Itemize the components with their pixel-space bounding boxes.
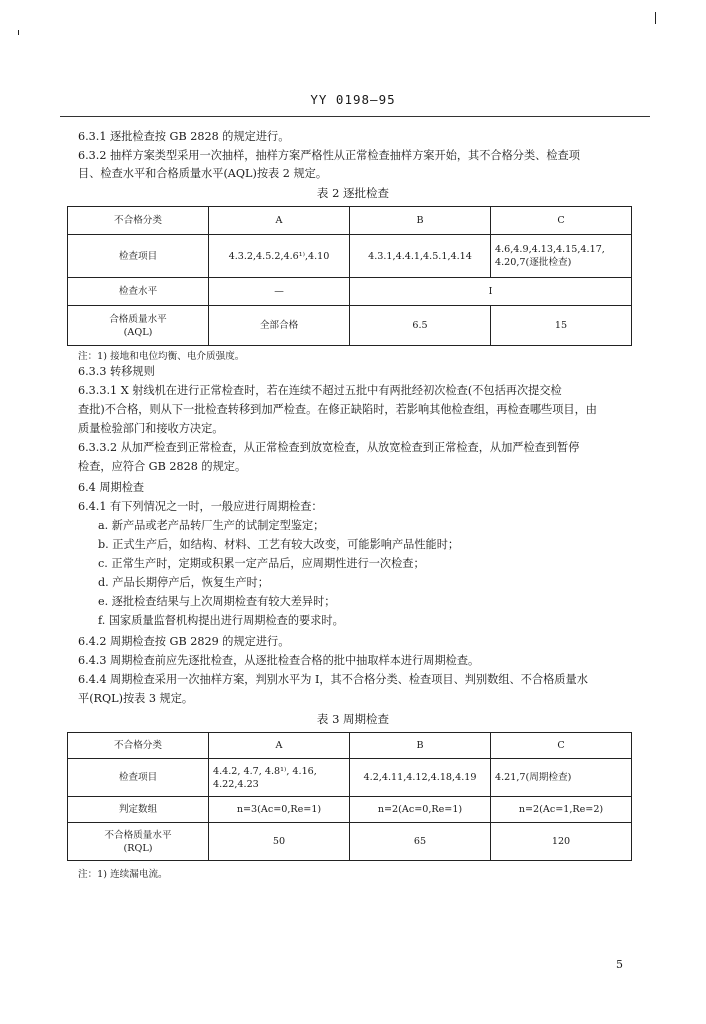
table-cell: A [209, 207, 350, 235]
table-cell: B [350, 733, 491, 759]
table3 [67, 732, 632, 861]
list-item: d. 产品长期停产后，恢复生产时； [98, 576, 269, 589]
table3-header-row [68, 733, 632, 759]
table-cell: 65 [350, 823, 491, 861]
document-header: YY 0198—95 [310, 92, 396, 107]
cell-line: 4.22,4.23 [213, 778, 259, 790]
table-cell: 4.21,7(周期检查) [491, 759, 632, 797]
para-6-3-3: 6.3.3 转移规则 [78, 365, 155, 378]
table-cell: A [209, 733, 350, 759]
para-6-4-1: 6.4.1 有下列情况之一时，一般应进行周期检查： [78, 500, 323, 513]
cell-line: 4.20,7(逐批检查) [495, 257, 572, 268]
table-cell: 全部合格 [209, 306, 350, 346]
table-cell: C [491, 733, 632, 759]
cell-line: 合格质量水平 [109, 313, 167, 325]
table-cell: 15 [491, 306, 632, 346]
table-cell: 检查水平 [68, 278, 209, 306]
table2-level-row [68, 278, 632, 306]
table2-note: 注：1) 接地和电位均衡、电介质强度。 [78, 351, 245, 362]
list-item: f. 国家质量监督机构提出进行周期检查的要求时。 [98, 614, 344, 627]
table-cell: I [350, 278, 632, 306]
para-6-3-2-cont: 目、检查水平和合格质量水平(AQL)按表 2 规定。 [78, 167, 328, 180]
list-item: a. 新产品或老产品转厂生产的试制定型鉴定； [98, 519, 325, 532]
table-cell: 120 [491, 823, 632, 861]
table-cell: 检查项目 [68, 235, 209, 278]
table3-items-row [68, 759, 632, 797]
table-cell: 不合格分类 [68, 733, 209, 759]
table3-note: 注：1) 连续漏电流。 [78, 869, 168, 880]
list-item: e. 逐批检查结果与上次周期检查有较大差异时； [98, 595, 336, 608]
scan-mark [18, 30, 19, 35]
table-cell: B [350, 207, 491, 235]
table-cell: 4.2,4.11,4.12,4.18,4.19 [350, 759, 491, 797]
cell-line: (AQL) [123, 326, 153, 338]
para-6-3-3-1: 6.3.3.1 X 射线机在进行正常检查时，若在连续不超过五批中有两批经初次检查(不包括再次提交检 [78, 384, 562, 397]
table2-header-row [68, 207, 632, 235]
para-6-3-3-1-cont: 查批)不合格，则从下一批检查转移到加严检查。在修正缺陷时，若影响其他检查组，再检查哪些项目，由 [78, 403, 597, 416]
para-6-3-3-1-cont: 质量检验部门和接收方决定。 [78, 422, 224, 435]
para-6-3-3-2-cont: 检查，应符合 GB 2828 的规定。 [78, 460, 247, 473]
table-cell: n=3(Ac=0,Re=1) [209, 797, 350, 823]
cell-line: 不合格质量水平 [104, 829, 172, 841]
table-cell: 不合格分类 [68, 207, 209, 235]
table-cell: n=2(Ac=0,Re=1) [350, 797, 491, 823]
para-6-3-3-2: 6.3.3.2 从加严检查到正常检查，从正常检查到放宽检查，从放宽检查到正常检查，从加严检查到暂停 [78, 441, 580, 454]
para-6-4: 6.4 周期检查 [78, 481, 145, 494]
table2-caption: 表 2 逐批检查 [316, 186, 390, 200]
table-cell: — [209, 278, 350, 306]
header-rule [60, 116, 650, 117]
table-cell: 4.3.1,4.4.1,4.5.1,4.14 [350, 235, 491, 278]
table2 [67, 206, 632, 346]
para-6-4-2: 6.4.2 周期检查按 GB 2829 的规定进行。 [78, 635, 290, 648]
table-cell: 4.3.2,4.5.2,4.6¹⁾,4.10 [209, 235, 350, 278]
table-cell [209, 759, 350, 797]
cell-line: 4.6,4.9,4.13,4.15,4.17, [495, 244, 605, 255]
table-cell: 判定数组 [68, 797, 209, 823]
table-cell [68, 823, 209, 861]
table2-items-row [68, 235, 632, 278]
table-cell: 6.5 [350, 306, 491, 346]
list-item: b. 正式生产后，如结构、材料、工艺有较大改变，可能影响产品性能时； [98, 538, 460, 551]
table3-rql-row [68, 823, 632, 861]
page-number: 5 [616, 958, 623, 971]
para-6-4-3: 6.4.3 周期检查前应先逐批检查，从逐批检查合格的批中抽取样本进行周期检查。 [78, 654, 480, 667]
list-item: c. 正常生产时，定期或积累一定产品后，应周期性进行一次检查； [98, 557, 425, 570]
para-6-4-4: 6.4.4 周期检查采用一次抽样方案，判别水平为 I，其不合格分类、检查项目、判别数组、不合格质量水 [78, 673, 588, 686]
table-cell [68, 306, 209, 346]
table-cell: n=2(Ac=1,Re=2) [491, 797, 632, 823]
table-cell: 检查项目 [68, 759, 209, 797]
cell-line: 4.4.2, 4.7, 4.8¹⁾, 4.16, [213, 765, 317, 777]
para-6-3-2: 6.3.2 抽样方案类型采用一次抽样，抽样方案严格性从正常检查抽样方案开始，其不合格分类、检查项 [78, 149, 580, 162]
table-cell [491, 235, 632, 278]
para-6-3-1: 6.3.1 逐批检查按 GB 2828 的规定进行。 [78, 130, 290, 143]
table-cell: 50 [209, 823, 350, 861]
table3-caption: 表 3 周期检查 [316, 712, 390, 726]
table2-aql-row [68, 306, 632, 346]
table3-groups-row [68, 797, 632, 823]
para-6-4-4-cont: 平(RQL)按表 3 规定。 [78, 692, 194, 705]
scan-mark [655, 12, 656, 24]
cell-line: (RQL) [123, 842, 153, 854]
table-cell: C [491, 207, 632, 235]
